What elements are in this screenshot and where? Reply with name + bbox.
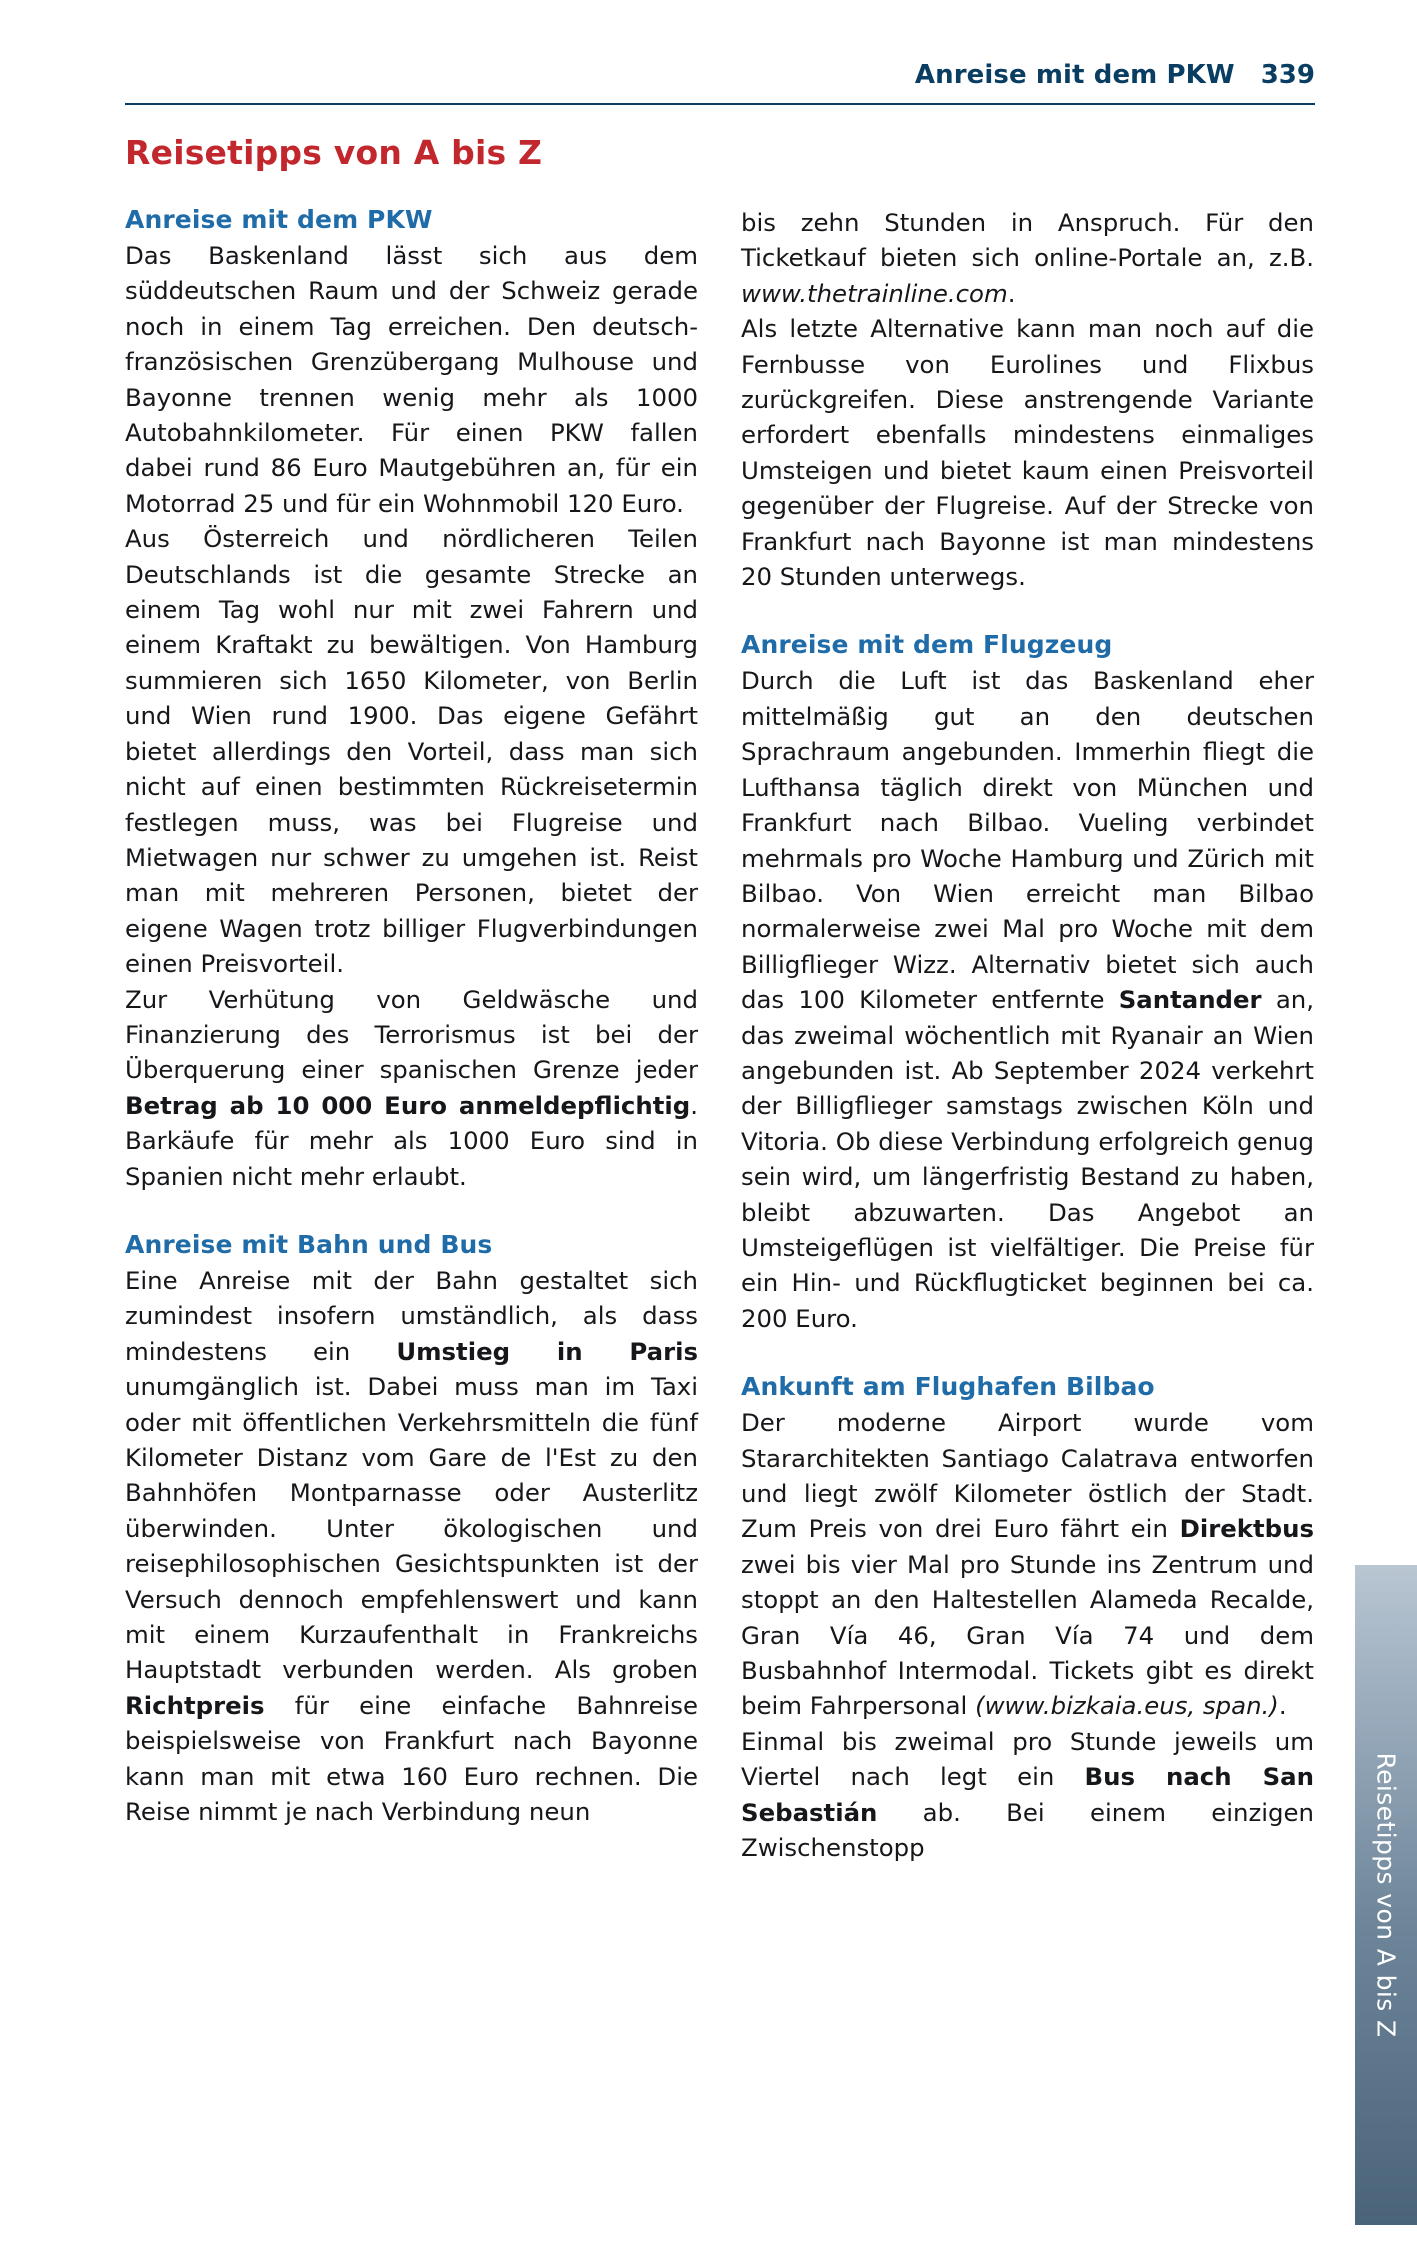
- text-emphasis-direktbus: Direktbus: [1179, 1514, 1314, 1544]
- text-italic-bizkaia-url: (www.bizkaia.eus, span.): [975, 1691, 1279, 1721]
- text-run: unumgänglich ist. Dabei muss man im Taxi oder mit öffentlichen Verkehrsmitteln die fünf Kilometer Distanz vom Gare de l'Est zu den Bahnhöfen Montparnasse oder Austerlitz überwinden. Unter ökologischen und reisephilosophischen Gesichtspunkten ist der Versuch dennoch empfehlenswert und kann mit einem Kurzaufenthalt in Frankreichs Hauptstadt verbunden werden. Als groben: [125, 1372, 698, 1685]
- text-run: Eine Anreise mit der Bahn gestaltet sich zumindest insofern umständlich, als dass mindestens ein: [125, 1265, 698, 1366]
- section-heading-flugzeug: Anreise mit dem Flugzeug: [741, 630, 1113, 660]
- header-rule: [125, 103, 1315, 105]
- left-column: [125, 205, 698, 1865]
- text-run: bis zehn Stunden in Anspruch. Für den Ticketkauf bieten sich online-Portale an, z.B.: [741, 208, 1314, 273]
- text-columns: [125, 205, 1315, 1865]
- text-run: Zur Verhütung von Geldwäsche und Finanzierung des Terrorismus ist bei der Überquerung einer spanischen Grenze jeder: [125, 984, 698, 1085]
- text-emphasis-richtpreis: Richtpreis: [125, 1690, 265, 1720]
- right-column: [741, 205, 1314, 1865]
- text-emphasis-betrag: Betrag ab 10 000 Euro anmeldepflichtig: [125, 1090, 691, 1120]
- text-run: zwei bis vier Mal pro Stunde ins Zentrum und stoppt an den Haltestellen Alameda Recalde, Gran Vía 46, Gran Vía 74 und dem Busbahnhof Intermodal. Tickets gibt es direkt beim Fahrpersonal: [741, 1549, 1314, 1721]
- paragraph-bahn-continued: [741, 205, 1314, 311]
- paragraph-bilbao-2: [741, 1724, 1314, 1866]
- text-run: Als letzte Alternative kann man noch auf die Fernbusse von Eurolines und Flixbus zurückgreifen. Diese anstrengende Variante erfordert ebenfalls mindestens einmaliges Umsteigen und bietet kaum einen Preisvorteil gegenüber der Flugreise. Auf der Strecke von Frankfurt nach Bayonne ist man mindestens 20 Stunden unterwegs.: [741, 314, 1314, 592]
- paragraph-flugzeug-1: [741, 663, 1314, 1336]
- text-run: an, das zweimal wöchentlich mit Ryanair an Wien angebunden ist. Ab September 2024 verkehrt der Billigflieger samstags zwischen Köln und Vitoria. Ob diese Verbindung erfolgreich genug sein wird, um längerfristig Bestand zu haben, bleibt abzuwarten. Das Angebot an Umsteigeflügen ist vielfältiger. Die Preise für ein Hin- und Rückflugticket beginnen bei ca. 200 Euro.: [741, 985, 1314, 1333]
- paragraph-pkw-1: [125, 238, 698, 521]
- section-heading-anreise-pkw: Anreise mit dem PKW: [125, 205, 433, 234]
- text-run: Einmal bis zweimal pro Stunde jeweils um Viertel nach legt ein: [741, 1726, 1314, 1792]
- page-number: 339: [1260, 60, 1315, 90]
- text-emphasis-umstieg: Umstieg in Paris: [396, 1336, 698, 1366]
- section-heading-bahn-bus: Anreise mit Bahn und Bus: [125, 1229, 493, 1259]
- text-run: .: [1278, 1691, 1287, 1721]
- text-emphasis-santander: Santander: [1118, 985, 1262, 1015]
- text-run: . Barkäufe für mehr als 1000 Euro sind in Spanien nicht mehr erlaubt.: [125, 1090, 698, 1191]
- paragraph-pkw-3: [125, 982, 698, 1194]
- text-run: Aus Österreich und nördlicheren Teilen Deutschlands ist die gesamte Strecke an einem Tag wohl nur mit zwei Fahrern und einem Kraftakt zu bewältigen. Von Hamburg summieren sich 1650 Kilometer, von Berlin und Wien rund 1900. Das eigene Gefährt bietet allerdings den Vorteil, dass man sich nicht auf einen bestimmten Rückreisetermin festlegen muss, was bei Flugreise und Mietwagen nur schwer zu umgehen ist. Reist man mit mehreren Personen, bietet der eigene Wagen trotz billiger Flugverbindungen einen Preisvorteil.: [125, 524, 698, 979]
- text-run: Durch die Luft ist das Baskenland eher mittelmäßig gut an den deutschen Sprachraum angebunden. Immerhin fliegt die Lufthansa täglich direkt von München und Frankfurt nach Bilbao. Vueling verbindet mehrmals pro Woche Hamburg und Zürich mit Bilbao. Von Wien erreicht man Bilbao normalerweise zwei Mal pro Woche mit dem Billigflieger Wizz. Alternativ bietet sich auch das 100 Kilometer entfernte: [741, 666, 1314, 1015]
- text-run: für eine einfache Bahnreise beispielsweise von Frankfurt nach Bayonne kann man mit etwa 160 Euro rechnen. Die Reise nimmt je nach Verbindung neun: [125, 1690, 698, 1827]
- text-run: Das Baskenland lässt sich aus dem süddeutschen Raum und der Schweiz gerade noch in einem Tag erreichen. Den deutsch-französischen Grenzübergang Mulhouse und Bayonne trennen wenig mehr als 1000 Autobahnkilometer. Für einen PKW fallen dabei rund 86 Euro Mautgebühren an, für ein Motorrad 25 und für ein Wohnmobil 120 Euro.: [125, 241, 698, 518]
- paragraph-bahn-1: [125, 1263, 698, 1830]
- paragraph-pkw-2: [125, 521, 698, 981]
- section-heading-ankunft-bilbao: Ankunft am Flughafen Bilbao: [741, 1372, 1155, 1402]
- paragraph-fernbus: [741, 311, 1314, 594]
- text-run: ab. Bei einem einzigen Zwischenstopp: [741, 1797, 1314, 1863]
- side-tab: [1355, 1565, 1417, 2225]
- text-emphasis-bus-san-sebastian: Bus nach San Sebastián: [741, 1762, 1314, 1827]
- text-italic-trainline-url: www.thetrainline.com: [741, 278, 1008, 308]
- text-run: Der moderne Airport wurde vom Stararchitekten Santiago Calatrava entworfen und liegt zwölf Kilometer östlich der Stadt. Zum Preis von drei Euro fährt ein: [741, 1408, 1314, 1544]
- chapter-title: Reisetipps von A bis Z: [125, 133, 543, 172]
- text-run: .: [1007, 278, 1016, 308]
- side-tab-label: Reisetipps von A bis Z: [1371, 1752, 1401, 2038]
- running-head-title: Anreise mit dem PKW: [914, 60, 1235, 90]
- running-head: [125, 60, 1315, 90]
- paragraph-bilbao-1: [741, 1405, 1314, 1724]
